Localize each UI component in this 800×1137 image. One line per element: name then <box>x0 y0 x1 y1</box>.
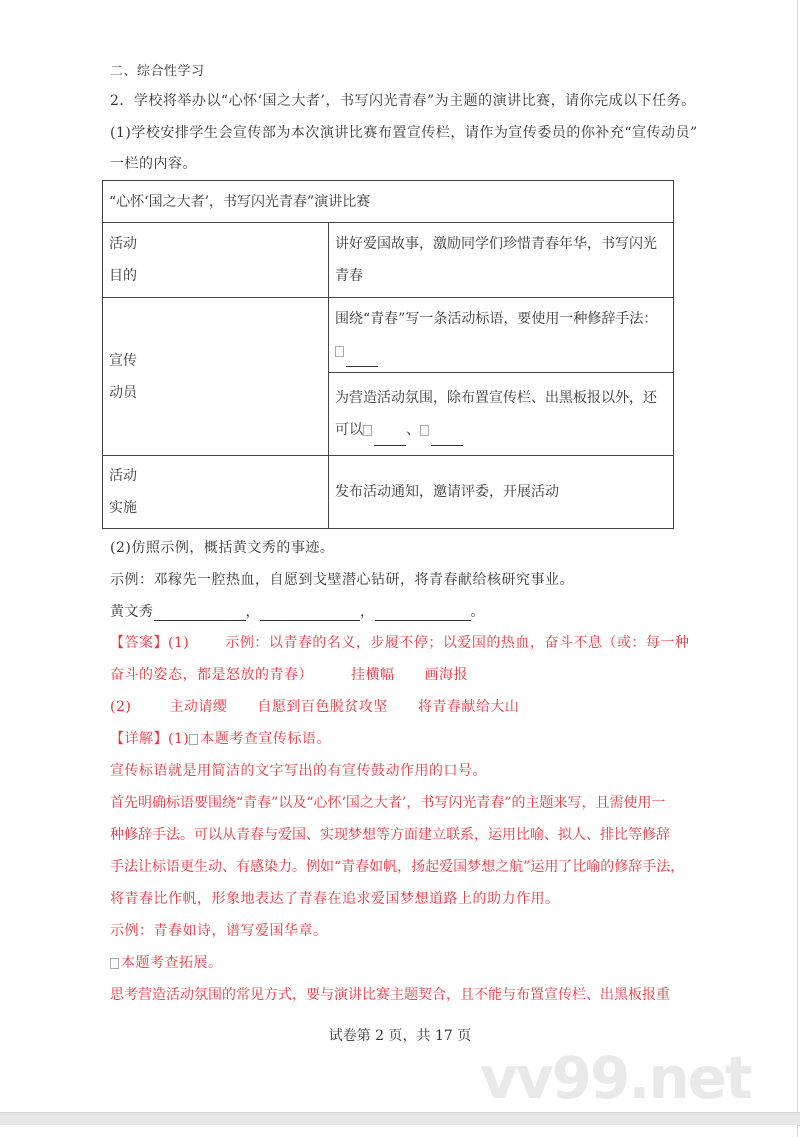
label-mobilization: 宣传 动员 <box>103 298 329 456</box>
detail-line-1: 【详解】(1) 本题考查宣传标语。 <box>110 731 331 747</box>
purpose-content: 讲好爱国故事，激励同学们珍惜青春年华，书写闪光 青春 <box>329 223 674 298</box>
detail-line-3: 首先明确标语要围绕“青春”以及“心怀‘国之大者’，书写闪光青春”的主题来写，且需使用一 <box>110 795 666 811</box>
placeholder-box-icon <box>189 734 198 745</box>
detail-line-2: 宣传标语就是用简洁的文字写出的有宣传鼓动作用的口号。 <box>110 763 487 779</box>
label-purpose: 活动 目的 <box>103 223 329 298</box>
watermark: vv99.net <box>480 1044 751 1112</box>
label-implementation: 活动 实施 <box>103 456 329 529</box>
question-text: 2．学校将举办以“心怀‘国之大者’，书写闪光青春”为主题的演讲比赛，请你完成以下任务。 <box>110 93 696 109</box>
fill-blank-1[interactable] <box>154 606 246 621</box>
detail-line-7: 示例：青春如诗，谱写爱国华章。 <box>110 923 328 939</box>
slogan-blank[interactable] <box>346 352 378 367</box>
task1-text: (1)学校安排学生会宣传部为本次演讲比赛布置宣传栏，请作为宣传委员的你补充“宣传动员” <box>110 125 698 141</box>
placeholder-box-icon <box>420 425 429 436</box>
detail-line-9: 思考营造活动氛围的常见方式，要与演讲比赛主题契合，且不能与布置宣传栏、出黑板报重 <box>110 987 670 1003</box>
detail-line-5: 手法让标语更生动、有感染力。例如“青春如帆，扬起爱国梦想之航”运用了比喻的修辞手法， <box>110 859 685 875</box>
answer-line-2: 奋斗的姿态，都是怒放的青春） 挂横幅 画海报 <box>110 667 468 683</box>
implementation-content: 发布活动通知，邀请评委，开展活动 <box>329 456 674 529</box>
placeholder-box-icon <box>363 425 372 436</box>
placeholder-box-icon <box>110 958 119 969</box>
fill-line: 黄文秀 ， ， 。 <box>110 604 485 620</box>
poster-table <box>102 180 674 529</box>
answer-line-1: 【答案】(1) 示例：以青春的名义，步履不停；以爱国的热血，奋斗不息（或：每一种 <box>110 635 690 651</box>
answer-line-3: (2) 主动请缨 自愿到百色脱贫攻坚 将青春献给大山 <box>110 699 520 715</box>
atmosphere-blank-1[interactable] <box>374 431 406 446</box>
fill-blank-2[interactable] <box>260 606 360 621</box>
table-title: “心怀‘国之大者’，书写闪光青春”演讲比赛 <box>103 181 674 223</box>
section-title: 二、综合性学习 <box>110 64 205 79</box>
slogan-cell: 围绕“青春”写一条活动标语，要使用一种修辞手法： <box>329 298 674 373</box>
task2-text: (2)仿照示例，概括黄文秀的事迹。 <box>110 540 335 556</box>
fill-blank-3[interactable] <box>375 606 471 621</box>
next-page <box>0 1125 798 1137</box>
page-footer: 试卷第 2 页，共 17 页 <box>328 1028 472 1044</box>
detail-line-4: 种修辞手法。可以从青春与爱国、实现梦想等方面建立联系，运用比喻、拟人、排比等修辞 <box>110 827 670 843</box>
task1-text-cont: 一栏的内容。 <box>110 156 197 172</box>
detail-line-6: 将青春比作帆，形象地表达了青春在追求爱国梦想道路上的助力作用。 <box>110 891 560 907</box>
atmosphere-cell: 为营造活动氛围，除布置宣传栏、出黑板报以外，还 可以 、 <box>329 373 674 456</box>
example-text: 示例：邓稼先一腔热血，自愿到戈壁潜心钻研，将青春献给核研究事业。 <box>110 572 574 588</box>
page-separator <box>0 1112 800 1126</box>
placeholder-box-icon <box>335 346 344 357</box>
detail-line-8: 本题考查拓展。 <box>110 954 223 972</box>
atmosphere-blank-2[interactable] <box>431 431 463 446</box>
